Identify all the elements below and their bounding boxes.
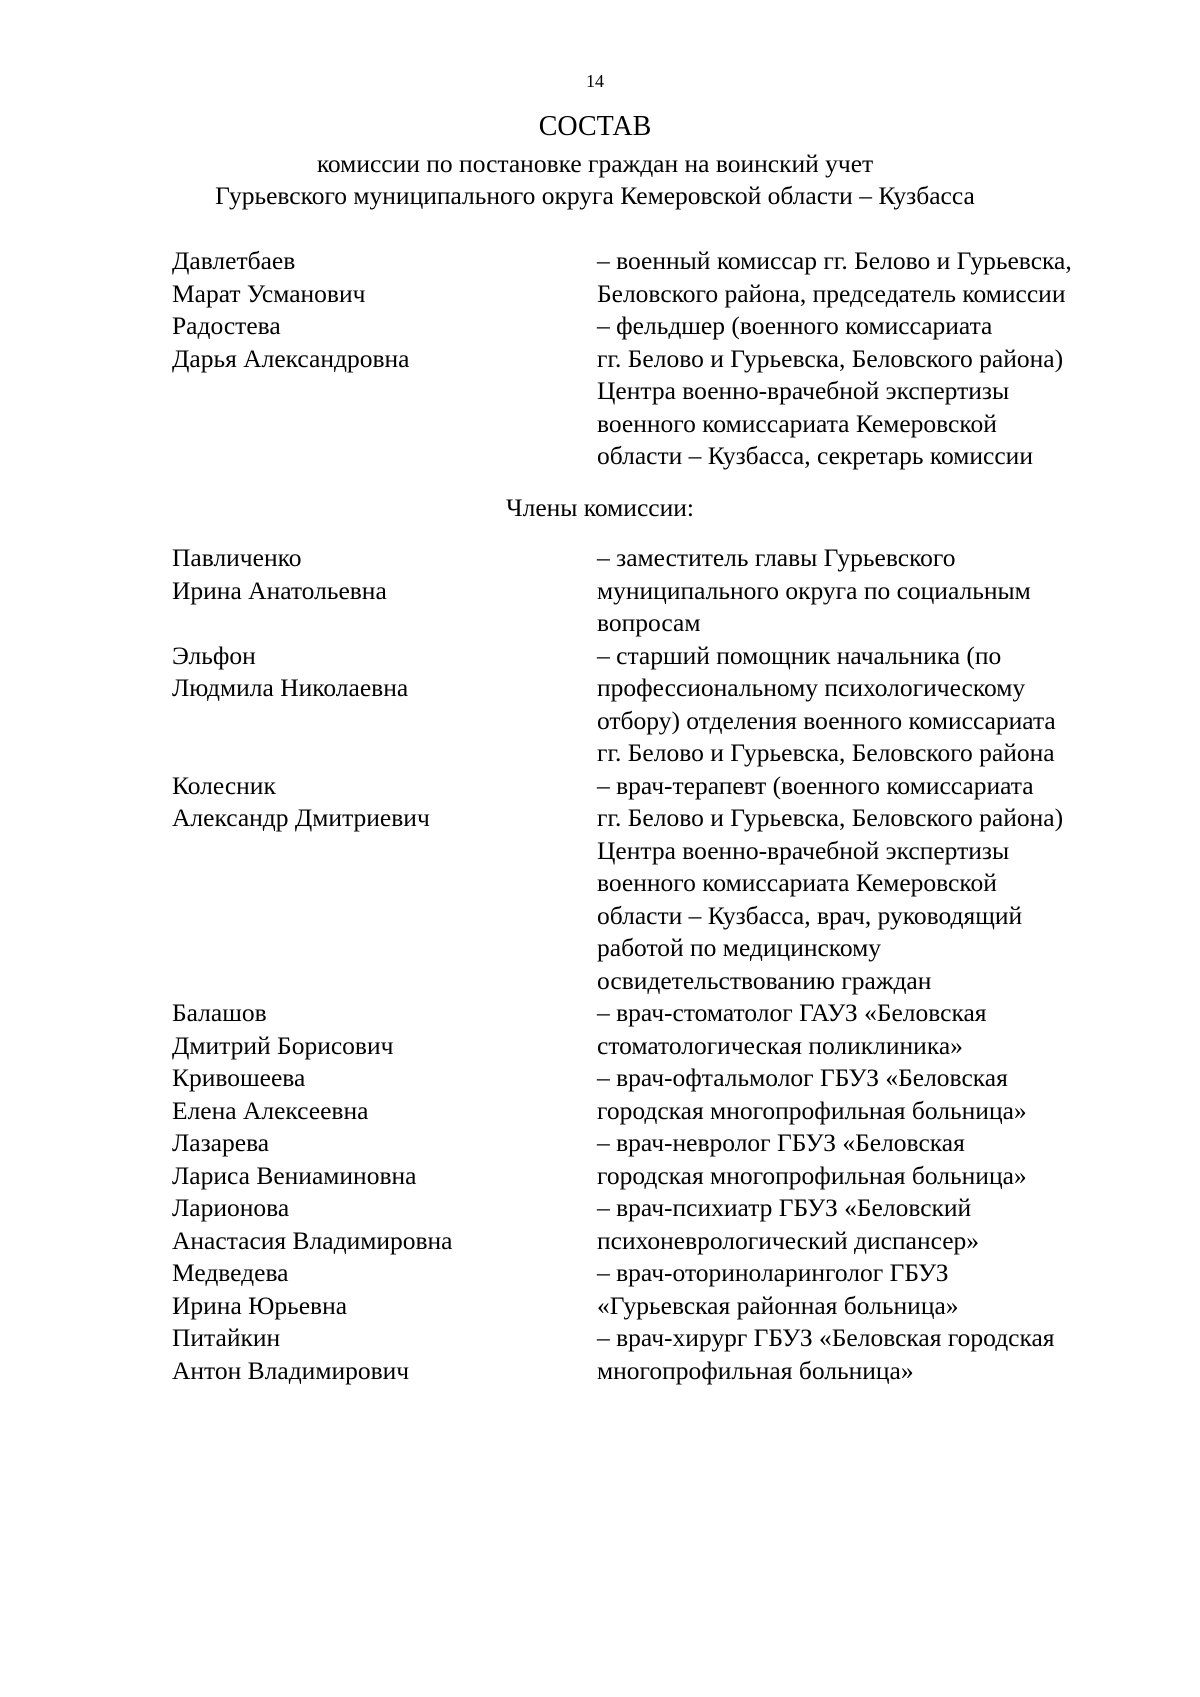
- member-name-line: Питайкин: [172, 1323, 281, 1352]
- member-role-line: – военный комиссар гг. Белово и Гурьевска,: [597, 246, 1072, 275]
- commission-member-entry: [0, 310, 1200, 473]
- member-role-line: военного комиссариата Кемеровской: [597, 408, 997, 438]
- commission-member-entry: [0, 1192, 1200, 1257]
- member-role-line: – врач-невролог ГБУЗ «Беловская: [597, 1128, 965, 1157]
- member-role-line: гг. Белово и Гурьевска, Беловского района): [597, 343, 1064, 373]
- commission-member-entry: [0, 542, 1200, 640]
- member-role-line: – врач-психиатр ГБУЗ «Беловский: [597, 1193, 972, 1222]
- member-role-line: городская многопрофильная больница»: [597, 1095, 1027, 1125]
- member-role-line: – врач-офтальмолог ГБУЗ «Беловская: [597, 1063, 1008, 1092]
- member-role-line: – фельдшер (военного комиссариата: [597, 311, 993, 340]
- member-role-line: «Гурьевская районная больница»: [597, 1290, 959, 1320]
- commission-member-entry: [0, 1257, 1200, 1322]
- member-role-line: гг. Белово и Гурьевска, Беловского района): [597, 803, 1064, 832]
- member-role-line: профессиональному психологическому: [597, 673, 1026, 702]
- commission-member-entry: [0, 245, 1200, 310]
- member-role-line: Беловского района, председатель комиссии: [597, 278, 1066, 308]
- commission-member-entry: [0, 770, 1200, 998]
- member-role-line: городская многопрофильная больница»: [597, 1160, 1027, 1190]
- member-name-line: Анастасия Владимировна: [172, 1225, 453, 1255]
- document-title: СОСТАВ: [538, 111, 652, 142]
- member-name-line: Лариса Вениаминовна: [172, 1160, 417, 1190]
- member-name-line: Марат Усманович: [172, 278, 366, 308]
- member-name-line: Антон Владимирович: [172, 1355, 410, 1385]
- member-role-line: гг. Белово и Гурьевска, Беловского района: [597, 738, 1055, 767]
- member-role-line: стоматологическая поликлиника»: [597, 1030, 963, 1060]
- member-role-line: освидетельствованию граждан: [597, 965, 932, 995]
- member-name-line: Радостева: [172, 311, 281, 340]
- member-name-line: Ирина Юрьевна: [172, 1290, 348, 1320]
- members-heading: Члены комиссии:: [506, 493, 694, 522]
- document-subtitle-line: комиссии по постановке граждан на воинский учет: [316, 149, 874, 178]
- member-name-line: Павличенко: [172, 543, 302, 572]
- commission-member-entry: [0, 640, 1200, 770]
- member-name-line: Колесник: [172, 770, 276, 800]
- member-name-line: Ирина Анатольевна: [172, 575, 387, 605]
- member-name-line: Дарья Александровна: [172, 343, 410, 373]
- member-name-line: Александр Дмитриевич: [172, 803, 430, 832]
- member-name-line: Медведева: [172, 1258, 289, 1287]
- member-name-line: Кривошеева: [172, 1063, 306, 1092]
- member-role-line: области – Кузбасса, секретарь комиссии: [597, 441, 1033, 470]
- member-name-line: Ларионова: [172, 1193, 290, 1222]
- member-role-line: Центра военно-врачебной экспертизы: [597, 835, 1010, 865]
- document-subtitle-line: Гурьевского муниципального округа Кемеровской области – Кузбасса: [215, 181, 975, 210]
- member-role-line: – старший помощник начальника (по: [597, 640, 1002, 670]
- commission-member-entry: [0, 1062, 1200, 1127]
- member-role-line: многопрофильная больница»: [597, 1355, 914, 1385]
- member-role-line: психоневрологический диспансер»: [597, 1225, 980, 1255]
- member-name-line: Эльфон: [172, 640, 256, 670]
- member-name-line: Лазарева: [172, 1128, 270, 1157]
- member-name-line: Давлетбаев: [172, 246, 296, 275]
- member-role-line: – врач-оториноларинголог ГБУЗ: [597, 1258, 949, 1287]
- member-role-line: военного комиссариата Кемеровской: [597, 868, 997, 897]
- member-role-line: отбору) отделения военного комиссариата: [597, 705, 1056, 735]
- commission-member-entry: [0, 1127, 1200, 1192]
- member-name-line: Елена Алексеевна: [172, 1095, 369, 1125]
- member-role-line: Центра военно-врачебной экспертизы: [597, 376, 1010, 405]
- member-role-line: – заместитель главы Гурьевского: [597, 543, 956, 572]
- member-name-line: Людмила Николаевна: [172, 673, 409, 702]
- commission-member-entry: [0, 997, 1200, 1062]
- member-role-line: муниципального округа по социальным: [597, 575, 1031, 605]
- member-role-line: – врач-терапевт (военного комиссариата: [597, 770, 1034, 800]
- member-role-line: работой по медицинскому: [597, 933, 882, 962]
- member-role-line: вопросам: [597, 608, 701, 637]
- member-name-line: Дмитрий Борисович: [172, 1030, 394, 1060]
- commission-member-entry: [0, 1322, 1200, 1387]
- member-role-line: области – Кузбасса, врач, руководящий: [597, 900, 1023, 930]
- member-name-line: Балашов: [172, 998, 267, 1027]
- member-role-line: – врач-стоматолог ГАУЗ «Беловская: [597, 998, 987, 1027]
- member-role-line: – врач-хирург ГБУЗ «Беловская городская: [597, 1323, 1055, 1352]
- page-number: 14: [586, 71, 604, 91]
